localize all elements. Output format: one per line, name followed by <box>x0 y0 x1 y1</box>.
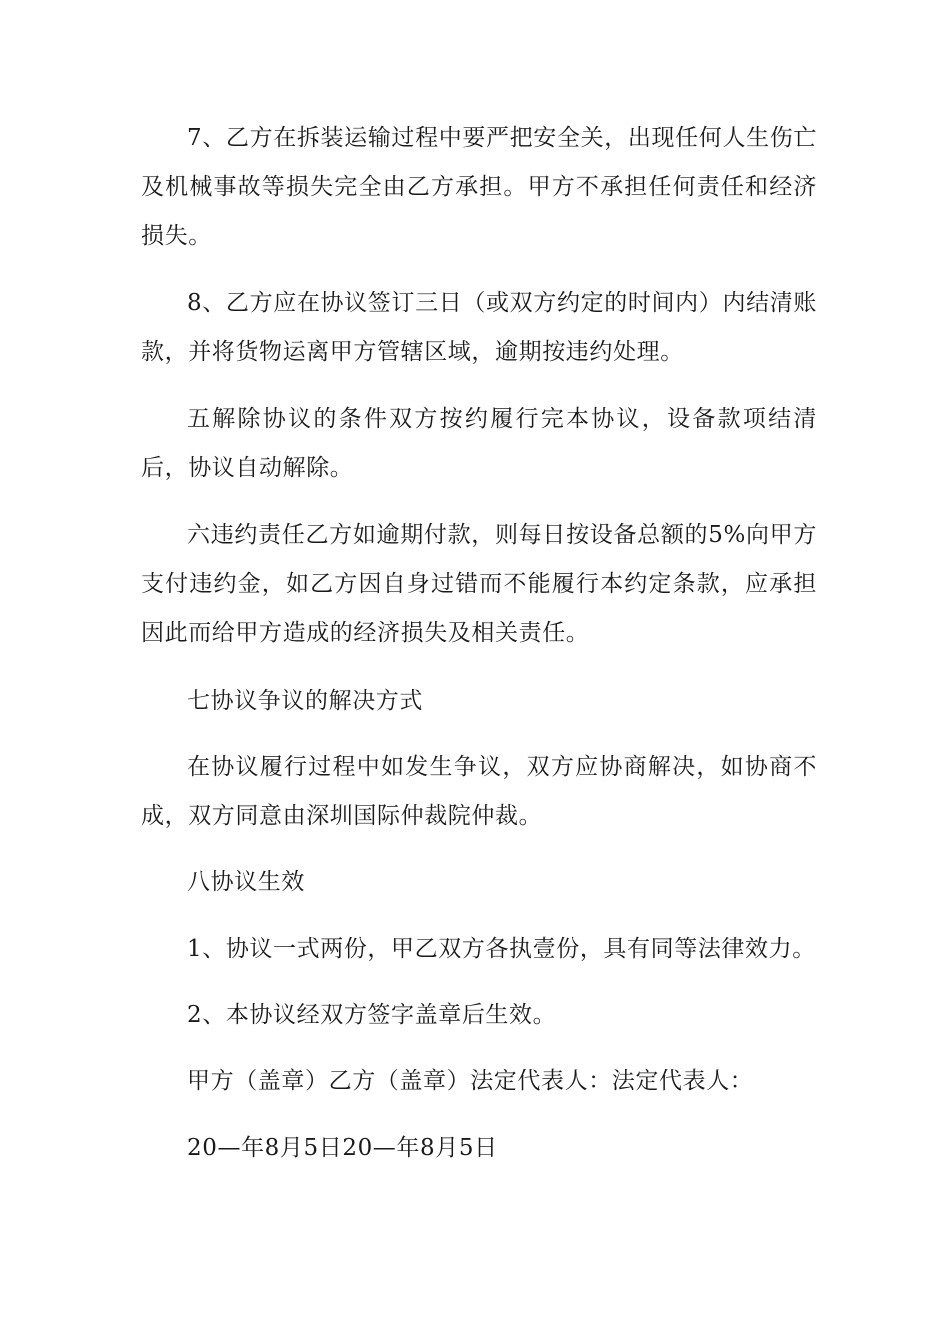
signature-line-dates: 20—年8月5日20—年8月5日 <box>187 1135 498 1161</box>
paragraph-effect-2: 2、本协议经双方签字盖章后生效。 <box>187 1002 557 1028</box>
heading-section-8-effect: 八协议生效 <box>187 869 305 895</box>
paragraph-clause-7: 7、乙方在拆装运输过程中要严把安全关，出现任何人生伤亡及机械事故等损失完全由乙方承担。甲方不承担任何责任和经济损失。 <box>141 125 817 249</box>
paragraph-clause-8: 8、乙方应在协议签订三日（或双方约定的时间内）内结清账款，并将货物运离甲方管辖区域，逾期按违约处理。 <box>141 290 817 365</box>
paragraph-effect-1: 1、协议一式两份，甲乙双方各执壹份，具有同等法律效力。 <box>187 936 816 962</box>
heading-section-7-dispute: 七协议争议的解决方式 <box>187 688 423 714</box>
paragraph-dispute-resolution: 在协议履行过程中如发生争议，双方应协商解决，如协商不成，双方同意由深圳国际仲裁院仲裁。 <box>141 754 817 829</box>
signature-line-parties: 甲方（盖章）乙方（盖章）法定代表人：法定代表人： <box>187 1068 754 1094</box>
paragraph-section-6-liability: 六违约责任乙方如逾期付款，则每日按设备总额的5%向甲方支付违约金，如乙方因自身过错而不能履行本约定条款，应承担因此而给甲方造成的经济损失及相关责任。 <box>141 522 817 646</box>
paragraph-section-5-termination: 五解除协议的条件双方按约履行完本协议，设备款项结清后，协议自动解除。 <box>141 406 817 481</box>
